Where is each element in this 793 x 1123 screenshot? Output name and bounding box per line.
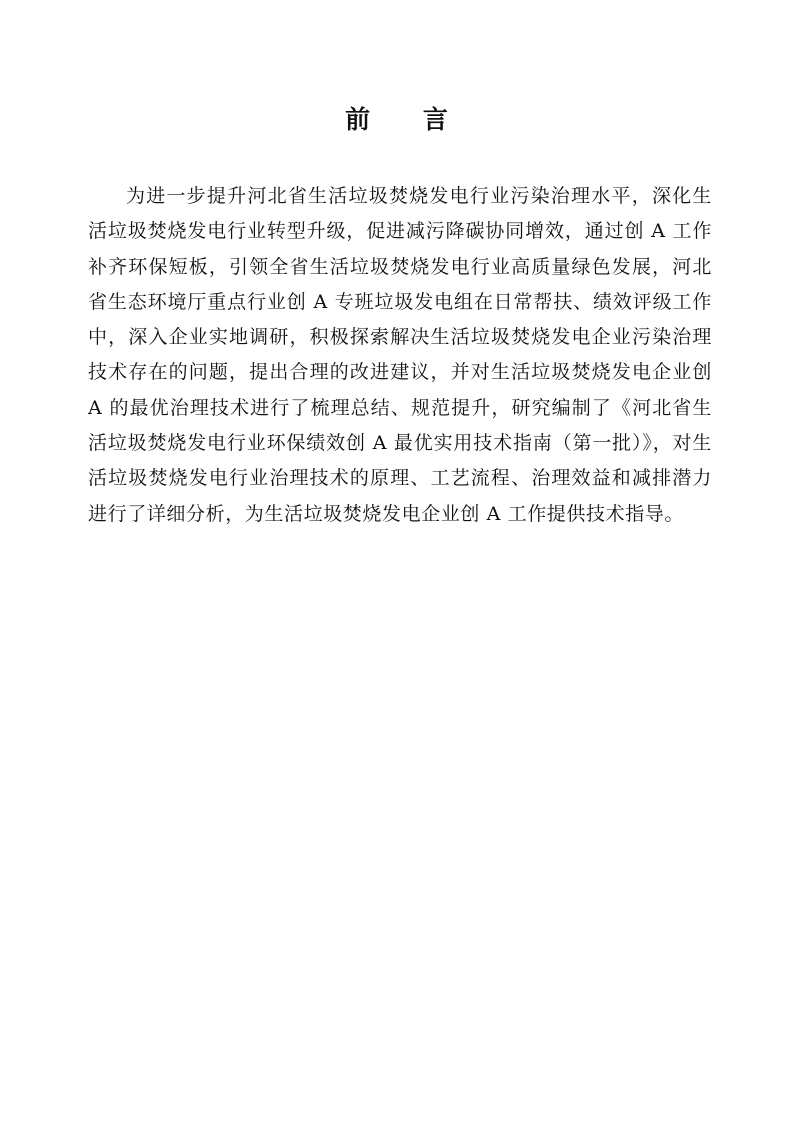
preface-paragraph: 为进一步提升河北省生活垃圾焚烧发电行业污染治理水平，深化生活垃圾焚烧发电行业转型升级，促进减污降碳协同增效，通过创 A 工作补齐环保短板，引领全省生活垃圾焚烧发电行业高质量绿色发展，河北省生态环境厅重点行业创 A 专班垃圾发电组在日常帮扶、绩效评级工作中，深入企业实地调研，积极探索解决生活垃圾焚烧发电企业污染治理技术存在的问题，提出合理的改进建议，并对生活垃圾焚烧发电企业创 A 的最优治理技术进行了梳理总结、规范提升，研究编制了《河北省生活垃圾焚烧发电行业环保绩效创 A 最优实用技术指南（第一批）》，对生活垃圾焚烧发电行业治理技术的原理、工艺流程、治理效益和减排潜力进行了详细分析，为生活垃圾焚烧发电企业创 A 工作提供技术指导。 <box>88 185 712 525</box>
page-title: 前 言 <box>345 105 470 134</box>
